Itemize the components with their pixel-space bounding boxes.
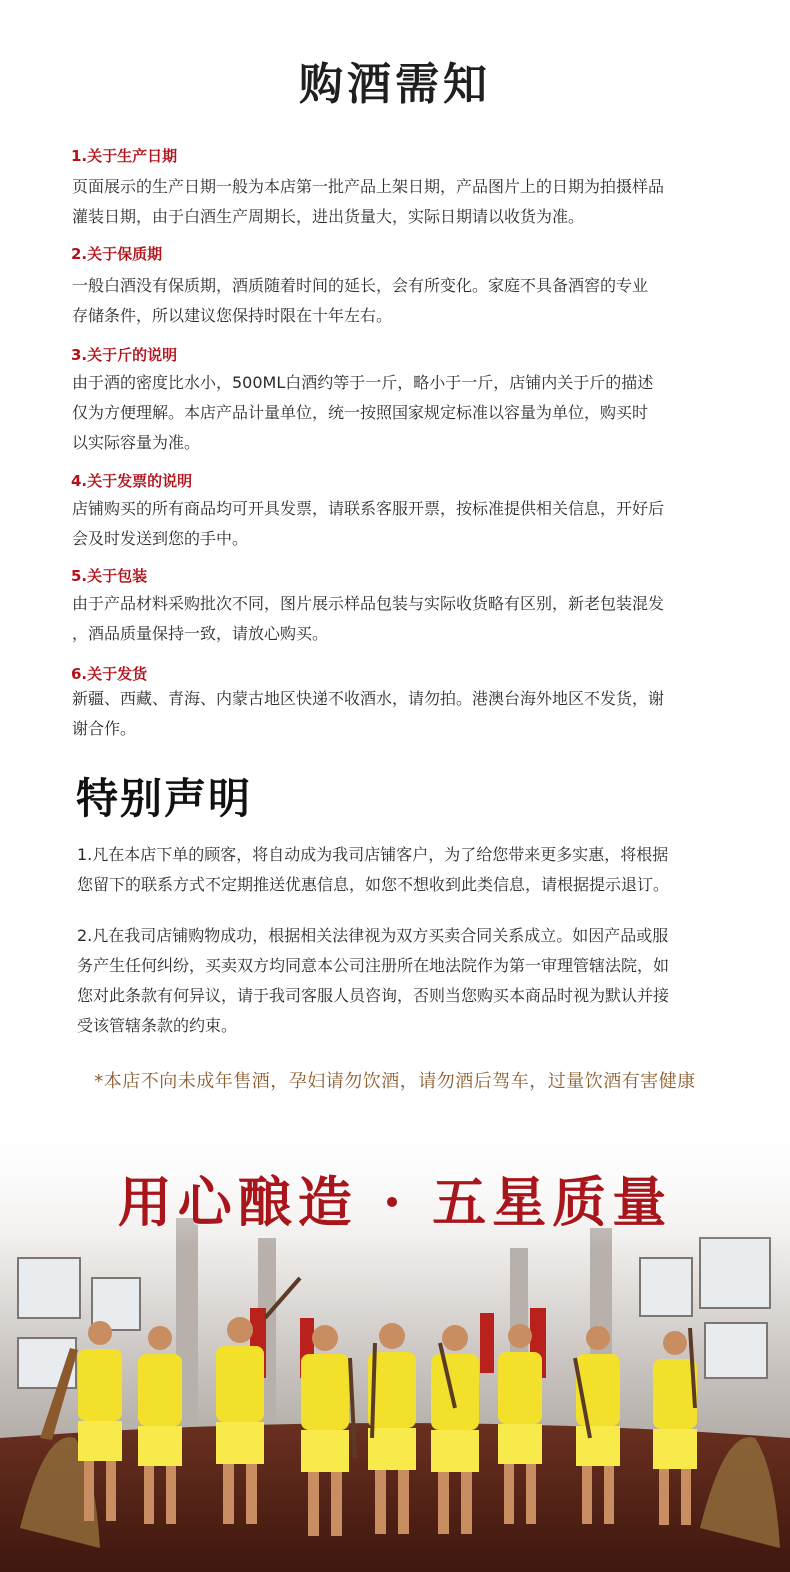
section-heading-jin-unit: 3.关于斤的说明 — [71, 346, 178, 364]
text-line: 页面展示的生产日期一般为本店第一批产品上架日期，产品图片上的日期为拍摄样品 — [72, 177, 665, 196]
section-body-jin-unit — [72, 368, 732, 458]
section-body-shipping — [72, 684, 732, 744]
text-line: 灌装日期，由于白酒生产周期长，进出货量大，实际日期请以收货为准。 — [72, 207, 585, 226]
text-line: 仅为方便理解。本店产品计量单位，统一按照国家规定标准以容量为单位，购买时 — [72, 403, 649, 422]
section-heading-packaging: 5.关于包装 — [71, 567, 148, 585]
text-line: 谢合作。 — [72, 719, 137, 738]
text-line: 1.凡在本店下单的顾客，将自动成为我司店铺客户，为了给您带来更多实惠，将根据 — [77, 845, 669, 864]
section-heading-invoice: 4.关于发票的说明 — [71, 472, 193, 490]
text-line: 2.凡在我司店铺购物成功，根据相关法律视为双方买卖合同关系成立。如因产品或服 — [77, 926, 669, 945]
declaration-title: 特别声明 — [76, 774, 253, 823]
section-body-invoice — [72, 494, 732, 554]
text-line: 新疆、西藏、青海、内蒙古地区快递不收酒水，请勿拍。港澳台海外地区不发货，谢 — [72, 689, 665, 708]
text-line: 务产生任何纠纷，买卖双方均同意本公司注册所在地法院作为第一审理管辖法院，如 — [77, 956, 670, 975]
declaration-item-1 — [77, 840, 737, 900]
banner-slogan: 用心酿造 · 五星质量 — [117, 1170, 673, 1234]
page-title: 购酒需知 — [299, 59, 491, 110]
text-line: 受该管辖条款的约束。 — [77, 1016, 238, 1035]
text-line: 会及时发送到您的手中。 — [72, 529, 249, 548]
text-line: 您留下的联系方式不定期推送优惠信息，如您不想收到此类信息，请根据提示退订。 — [77, 875, 670, 894]
text-line: 存储条件，所以建议您保持时限在十年左右。 — [72, 306, 393, 325]
section-body-production-date — [72, 172, 732, 232]
text-line: ，酒品质量保持一致，请放心购买。 — [72, 624, 329, 643]
text-line: 由于产品材料采购批次不同，图片展示样品包装与实际收货略有区别，新老包装混发 — [72, 594, 665, 613]
section-heading-shelf-life: 2.关于保质期 — [71, 245, 163, 263]
text-line: 您对此条款有何异议，请于我司客服人员咨询，否则当您购买本商品时视为默认并接 — [77, 986, 670, 1005]
alcohol-warning: *本店不向未成年售酒，孕妇请勿饮酒，请勿酒后驾车，过量饮酒有害健康 — [94, 1071, 696, 1092]
text-line: 店铺购买的所有商品均可开具发票，请联系客服开票，按标准提供相关信息，开好后 — [72, 499, 665, 518]
section-body-packaging — [72, 589, 732, 649]
section-heading-production-date: 1.关于生产日期 — [71, 147, 178, 165]
text-line: 以实际容量为准。 — [72, 433, 201, 452]
section-body-shelf-life — [72, 271, 732, 331]
text-line: 由于酒的密度比水小，500ML白酒约等于一斤，略小于一斤，店铺内关于斤的描述 — [72, 373, 654, 392]
section-heading-shipping: 6.关于发货 — [71, 665, 148, 683]
text-line: 一般白酒没有保质期，酒质随着时间的延长，会有所变化。家庭不具备酒窖的专业 — [72, 276, 649, 295]
declaration-item-2 — [77, 921, 737, 1041]
